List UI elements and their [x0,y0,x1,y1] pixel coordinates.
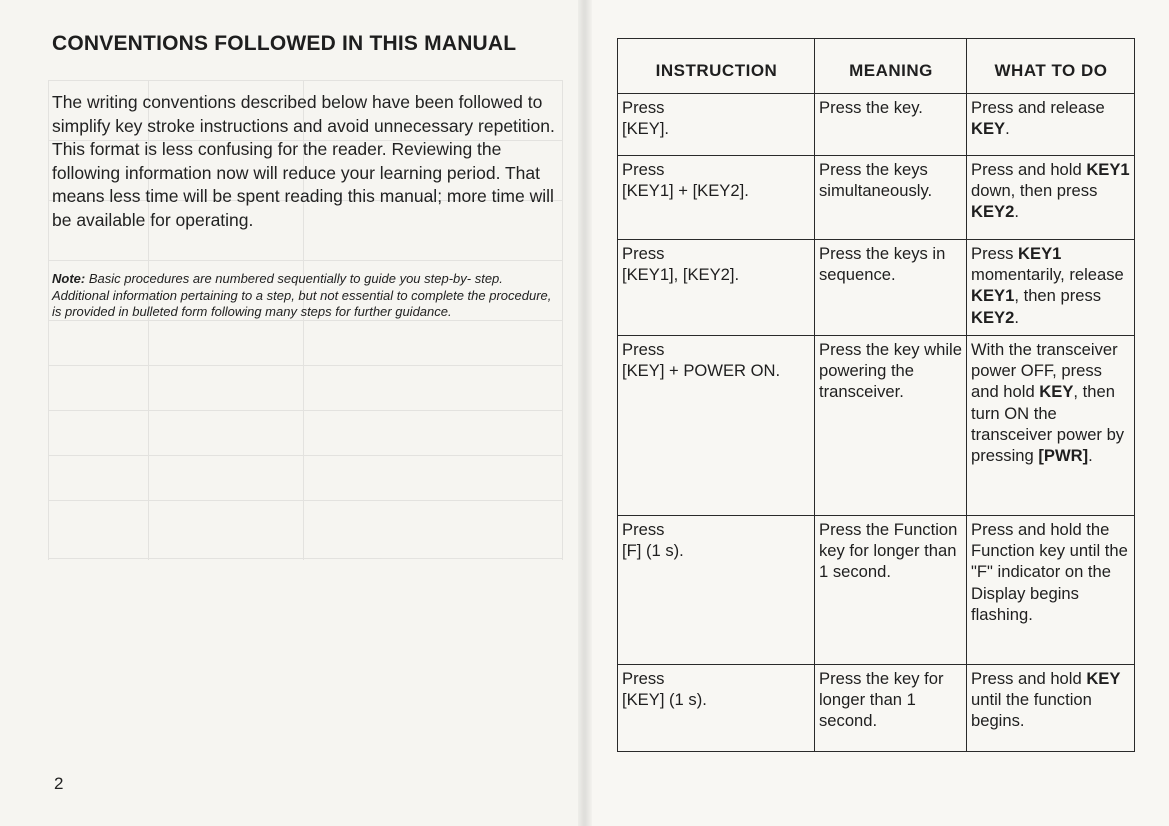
instruction-line: [KEY] + POWER ON. [622,361,781,381]
instruction-line: Press [622,98,665,117]
header-meaning: MEANING [815,39,967,94]
section-title: CONVENTIONS FOLLOWED IN THIS MANUAL [52,32,517,55]
meaning-cell: Press the key for longer than 1 second. [815,665,967,751]
meaning-cell: Press the keys in sequence. [815,240,967,336]
conventions-table [617,38,1135,752]
what-to-do-cell [967,156,1134,240]
intro-paragraph: The writing conventions described below have been followed to simplify key stroke instructions and avoid unnecessary repetition. This format is less confusing for the reader. Reviewing the following information now will reduce your learning period. That means less time will be spent reading this manual; more time will be available for operating. [52,92,555,230]
instruction-line: Press [622,244,665,263]
key-name: KEY2 [971,307,1015,327]
meaning-cell: Press the Function key for longer than 1 second. [815,516,967,665]
instruction-line: [KEY] (1 s). [622,690,707,710]
note-text: Basic procedures are numbered sequentially to guide you step-by- step. Additional information pertaining to a step, but not essential to complete the procedure, is provided in bulleted form following many steps for further guidance. [52,271,552,319]
instruction-text: . [1088,446,1093,466]
instruction-text: Press and hold [971,669,1087,688]
instruction-line: [KEY1] + [KEY2]. [622,181,749,201]
book-gutter [578,0,592,826]
key-name: [PWR] [1038,446,1089,466]
instruction-text: Press and hold [971,160,1087,179]
instruction-text: . [1014,307,1019,327]
header-instruction: INSTRUCTION [618,39,815,94]
meaning-cell: Press the keys simultaneously. [815,156,967,240]
instruction-text: . [1014,202,1019,222]
instruction-line: [KEY]. [622,119,670,139]
instruction-line: [F] (1 s). [622,541,684,561]
what-to-do-cell [967,94,1134,156]
meaning-cell: Press the key. [815,94,967,156]
key-name: KEY [971,119,1006,139]
instruction-cell [618,240,815,336]
instruction-text: until the function begins. [971,690,1092,731]
instruction-cell [618,665,815,751]
instruction-text: momentarily, release [971,265,1124,285]
instruction-text: Press and release [971,98,1105,117]
instruction-cell [618,156,815,240]
instruction-text: . [1005,119,1010,139]
key-name: KEY2 [971,202,1015,222]
instruction-line: [KEY1], [KEY2]. [622,265,740,285]
key-name: KEY1 [971,286,1015,306]
key-name: KEY1 [1086,160,1130,179]
key-name: KEY1 [1018,244,1062,263]
what-to-do-cell [967,336,1134,516]
note-paragraph [52,271,552,321]
instruction-cell [618,516,815,665]
instruction-text: Press and hold the Function key until the "F" indicator on the Display begins flashing. [971,520,1128,624]
instruction-line: Press [622,160,665,179]
instruction-cell [618,94,815,156]
instruction-text: Press [971,244,1019,263]
instruction-text: , then press [1014,286,1102,306]
meaning-cell: Press the key while powering the transceiver. [815,336,967,516]
note-label: Note: [52,271,86,286]
what-to-do-cell [967,665,1134,751]
header-what-to-do: WHAT TO DO [967,39,1134,94]
page-number: 2 [54,774,64,793]
instruction-line: Press [622,340,665,359]
instruction-text: , then turn ON the transceiver power by pressing [971,382,1125,466]
what-to-do-cell [967,240,1134,336]
instruction-cell [618,336,815,516]
key-name: KEY [1039,382,1074,402]
what-to-do-cell [967,516,1134,665]
instruction-line: Press [622,669,665,688]
instruction-line: Press [622,520,665,539]
instruction-text: With the transceiver power OFF, press and hold [971,340,1118,402]
key-name: KEY [1086,669,1121,688]
instruction-text: down, then press [971,181,1098,201]
